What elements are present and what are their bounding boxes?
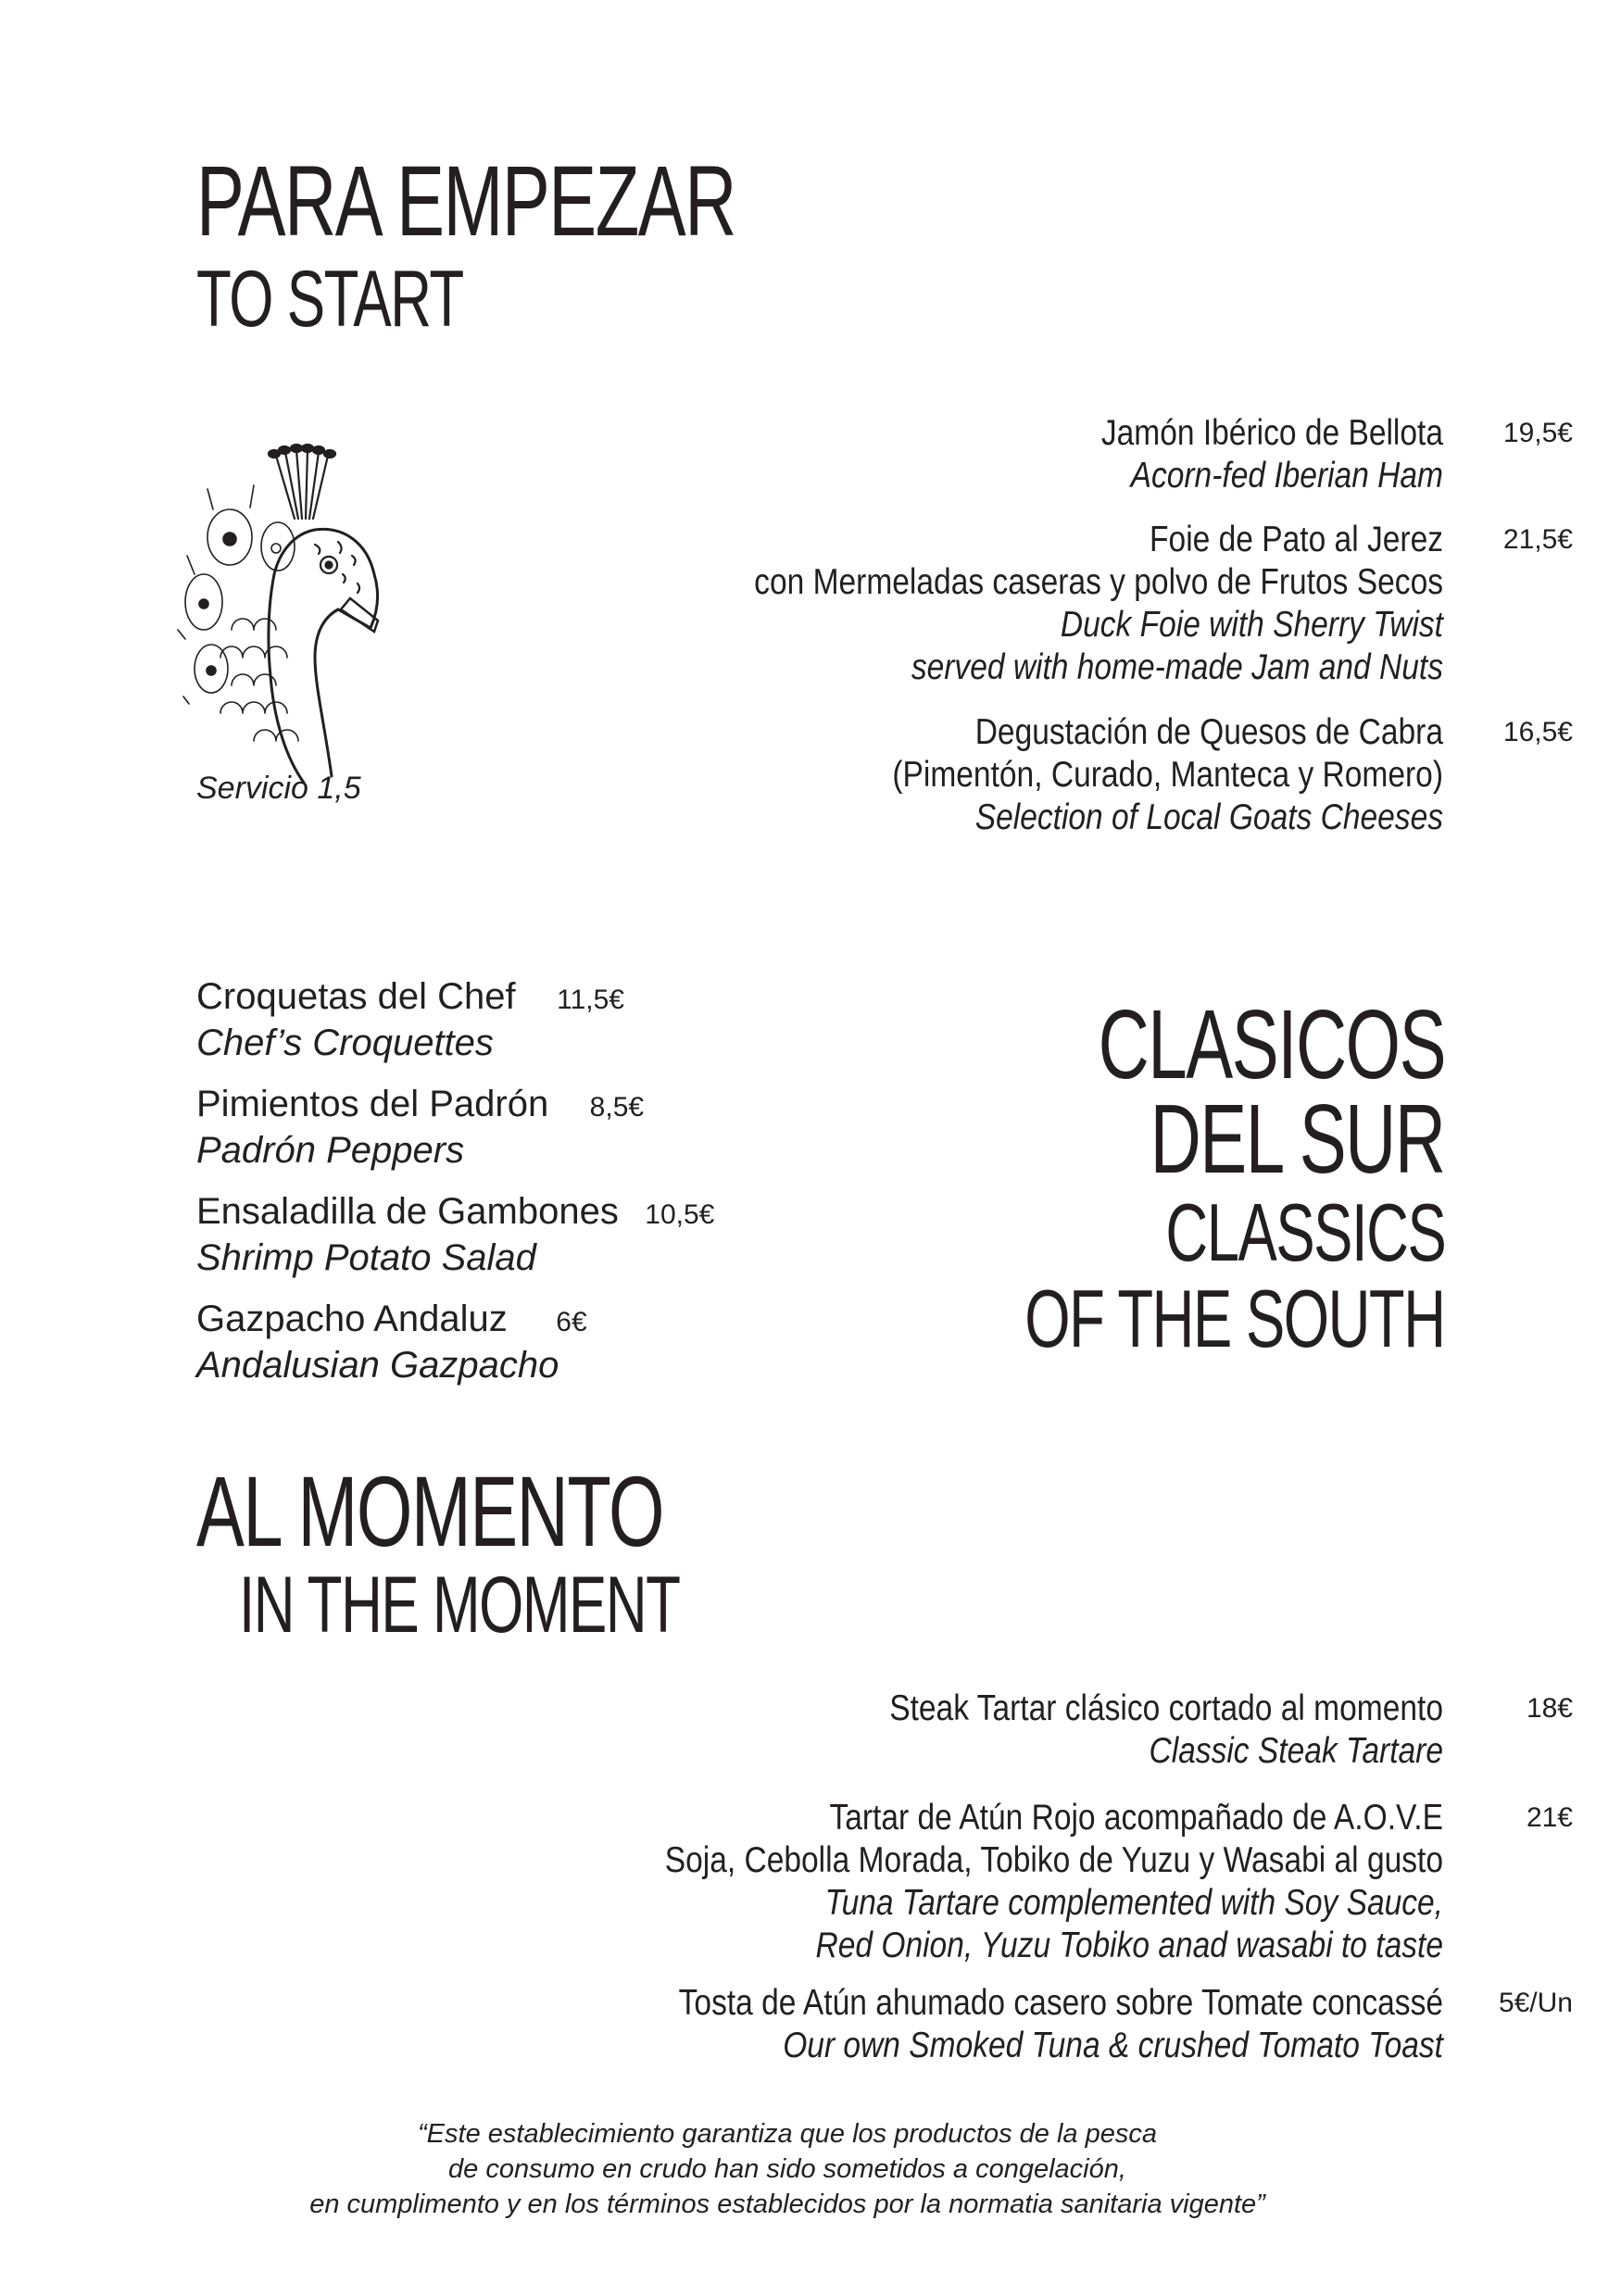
item-name-en: Shrimp Potato Salad (196, 1237, 536, 1278)
item-name-es: Jamón Ibérico de Bellota (1100, 413, 1443, 453)
item-name-es: Gazpacho Andaluz (196, 1299, 508, 1339)
item-name-es: Foie de Pato al Jerez (1150, 520, 1443, 559)
item-name-en: Padrón Peppers (196, 1130, 465, 1171)
item-price: 21,5€ (1502, 524, 1573, 555)
item-name-es: Degustación de Quesos de Cabra (974, 712, 1443, 752)
item-description-es: con Mermeladas caseras y polvo de Frutos Secos (754, 562, 1443, 602)
section-title-en: IN THE MOMENT (239, 1561, 680, 1650)
service-charge-note: Servicio 1,5 (196, 771, 361, 806)
peacock-icon (176, 426, 417, 797)
item-description-es: (Pimentón, Curado, Manteca y Romero) (892, 755, 1443, 795)
item-name-es: Tartar de Atún Rojo acompañado de A.O.V.E (829, 1798, 1443, 1838)
item-name-en: Our own Smoked Tuna & crushed Tomato Toast (783, 2026, 1443, 2065)
item-price: 6€ (556, 1307, 587, 1337)
item-name-en: Chef’s Croquettes (196, 1023, 494, 1063)
menu-item (519, 711, 1443, 839)
menu-item (196, 1083, 644, 1172)
item-description-en: served with home-made Jam and Nuts (911, 647, 1443, 687)
section-title-es: DEL SUR (1150, 1085, 1445, 1194)
item-name-es: Pimientos del Padrón (196, 1084, 549, 1124)
menu-item (196, 1190, 714, 1279)
item-name-es: Ensaladilla de Gambones (196, 1191, 619, 1232)
menu-item (196, 1298, 587, 1386)
menu-item (519, 412, 1443, 497)
item-description-en: Red Onion, Yuzu Tobiko anad wasabi to taste (815, 1926, 1443, 1965)
section-title-en: CLASSICS (1165, 1186, 1445, 1278)
menu-item (196, 975, 624, 1064)
item-name-en: Tuna Tartare complemented with Soy Sauce, (824, 1883, 1443, 1923)
footer-line: “Este establecimiento garantiza que los productos de la pesca (418, 2119, 1157, 2149)
section-title-es: PARA EMPEZAR (196, 144, 735, 257)
item-price: 21€ (1526, 1802, 1573, 1833)
footer-disclaimer (185, 2116, 1389, 2222)
menu-item (371, 1687, 1443, 1773)
item-name-en: Acorn-fed Iberian Ham (1130, 456, 1443, 496)
classics-title-block (926, 990, 1445, 1366)
section-title-es: AL MOMENTO (196, 1455, 664, 1567)
item-price: 16,5€ (1502, 717, 1573, 747)
item-name-en: Duck Foie with Sherry Twist (1060, 605, 1443, 645)
footer-line: de consumo en crudo han sido sometidos a congelación, (448, 2154, 1126, 2184)
menu-item (519, 519, 1443, 689)
item-name-en: Selection of Local Goats Cheeses (974, 797, 1443, 837)
menu-item (371, 1797, 1443, 1967)
item-price: 19,5€ (1502, 418, 1573, 448)
item-price: 11,5€ (557, 985, 624, 1015)
item-name-en: Classic Steak Tartare (1149, 1731, 1443, 1771)
item-name-es: Steak Tartar clásico cortado al momento (889, 1688, 1443, 1728)
item-name-en: Andalusian Gazpacho (196, 1345, 559, 1386)
item-price: 10,5€ (645, 1199, 715, 1230)
section-title-en: OF THE SOUTH (1024, 1273, 1445, 1364)
section-title-es: CLASICOS (1098, 990, 1445, 1099)
section-title-en: TO START (196, 255, 463, 344)
footer-line: en cumplimento y en los términos establecidos por la normatia sanitaria vigente” (309, 2189, 1265, 2219)
item-name-es: Tosta de Atún ahumado casero sobre Tomate concassé (678, 1983, 1443, 2023)
item-price: 18€ (1526, 1693, 1573, 1724)
menu-item (371, 1982, 1443, 2067)
item-price: 5€/Un (1498, 1988, 1573, 2018)
item-name-es: Croquetas del Chef (196, 976, 516, 1017)
item-description-es: Soja, Cebolla Morada, Tobiko de Yuzu y Wasabi al gusto (664, 1840, 1443, 1880)
item-price: 8,5€ (589, 1092, 645, 1123)
